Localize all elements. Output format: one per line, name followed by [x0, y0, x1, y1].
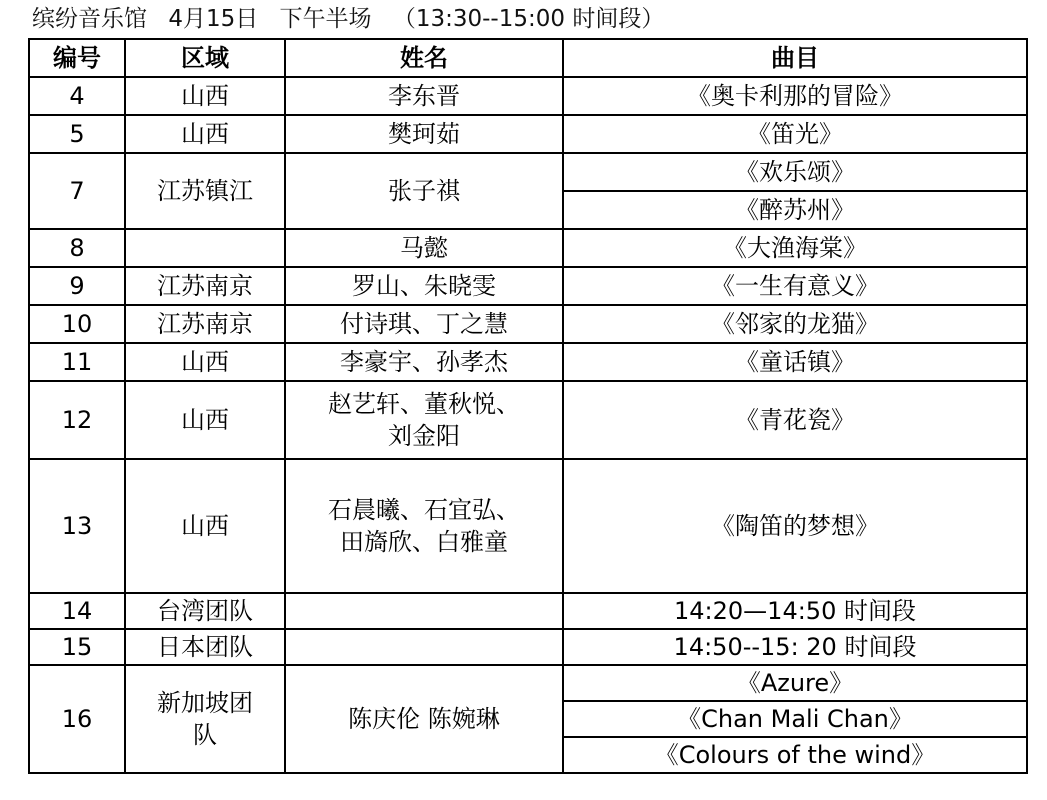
table-row	[29, 267, 1027, 305]
row-region: 江苏南京	[125, 305, 285, 343]
table-row	[29, 381, 1027, 459]
header-region: 区域	[125, 39, 285, 77]
row-song: 《醉苏州》	[563, 191, 1027, 229]
row-region	[125, 665, 285, 773]
name-line: 石晨曦、石宜弘、	[328, 496, 520, 524]
table-row	[29, 115, 1027, 153]
row-region: 山西	[125, 77, 285, 115]
row-number: 12	[29, 381, 125, 459]
table-row	[29, 665, 1027, 701]
schedule-table	[28, 38, 1028, 774]
region-line: 队	[193, 721, 217, 749]
row-region: 日本团队	[125, 629, 285, 665]
row-region	[125, 229, 285, 267]
table-row	[29, 77, 1027, 115]
row-timeslot: 14:50--15: 20 时间段	[563, 629, 1027, 665]
name-line: 刘金阳	[388, 422, 460, 450]
header-number: 编号	[29, 39, 125, 77]
row-name: 陈庆伦 陈婉琳	[285, 665, 563, 773]
row-number: 11	[29, 343, 125, 381]
time-range: （13:30--15:00 时间段）	[392, 6, 665, 32]
row-name: 张子祺	[285, 153, 563, 229]
row-song: 《奥卡利那的冒险》	[563, 77, 1027, 115]
row-song: 《Colours of the wind》	[563, 737, 1027, 773]
row-number: 16	[29, 665, 125, 773]
row-song: 《陶笛的梦想》	[563, 459, 1027, 593]
row-region: 山西	[125, 381, 285, 459]
row-song: 《大渔海棠》	[563, 229, 1027, 267]
row-name: 罗山、朱晓雯	[285, 267, 563, 305]
row-number: 5	[29, 115, 125, 153]
row-song: 《邻家的龙猫》	[563, 305, 1027, 343]
session-label: 下午半场	[279, 6, 372, 32]
row-number: 14	[29, 593, 125, 629]
header-name: 姓名	[285, 39, 563, 77]
row-song: 《Chan Mali Chan》	[563, 701, 1027, 737]
row-number: 13	[29, 459, 125, 593]
row-number: 8	[29, 229, 125, 267]
region-line: 新加坡团	[157, 689, 253, 717]
table-header-row	[29, 39, 1027, 77]
row-song: 《笛光》	[563, 115, 1027, 153]
row-number: 9	[29, 267, 125, 305]
name-line: 田旖欣、白雅童	[340, 528, 508, 556]
row-song: 《青花瓷》	[563, 381, 1027, 459]
event-date: 4月15日	[168, 6, 259, 32]
row-region: 山西	[125, 115, 285, 153]
table-row	[29, 593, 1027, 629]
venue-name: 缤纷音乐馆	[32, 6, 147, 32]
table-row	[29, 305, 1027, 343]
row-name	[285, 381, 563, 459]
row-name: 李东晋	[285, 77, 563, 115]
row-song: 《一生有意义》	[563, 267, 1027, 305]
table-row	[29, 153, 1027, 191]
table-row	[29, 459, 1027, 593]
table-row	[29, 629, 1027, 665]
row-region: 台湾团队	[125, 593, 285, 629]
row-name	[285, 459, 563, 593]
row-region: 江苏南京	[125, 267, 285, 305]
row-region: 江苏镇江	[125, 153, 285, 229]
row-region: 山西	[125, 459, 285, 593]
row-name: 李豪宇、孙孝杰	[285, 343, 563, 381]
row-name: 付诗琪、丁之慧	[285, 305, 563, 343]
row-number: 10	[29, 305, 125, 343]
name-line: 赵艺轩、董秋悦、	[328, 390, 520, 418]
table-row	[29, 229, 1027, 267]
row-number: 15	[29, 629, 125, 665]
row-name	[285, 629, 563, 665]
row-name: 马懿	[285, 229, 563, 267]
row-song: 《童话镇》	[563, 343, 1027, 381]
header-song: 曲目	[563, 39, 1027, 77]
row-song: 《欢乐颂》	[563, 153, 1027, 191]
row-region: 山西	[125, 343, 285, 381]
row-song: 《Azure》	[563, 665, 1027, 701]
row-name: 樊珂茹	[285, 115, 563, 153]
page-title	[32, 4, 678, 34]
row-number: 7	[29, 153, 125, 229]
row-name	[285, 593, 563, 629]
row-number: 4	[29, 77, 125, 115]
table-row	[29, 343, 1027, 381]
row-timeslot: 14:20—14:50 时间段	[563, 593, 1027, 629]
